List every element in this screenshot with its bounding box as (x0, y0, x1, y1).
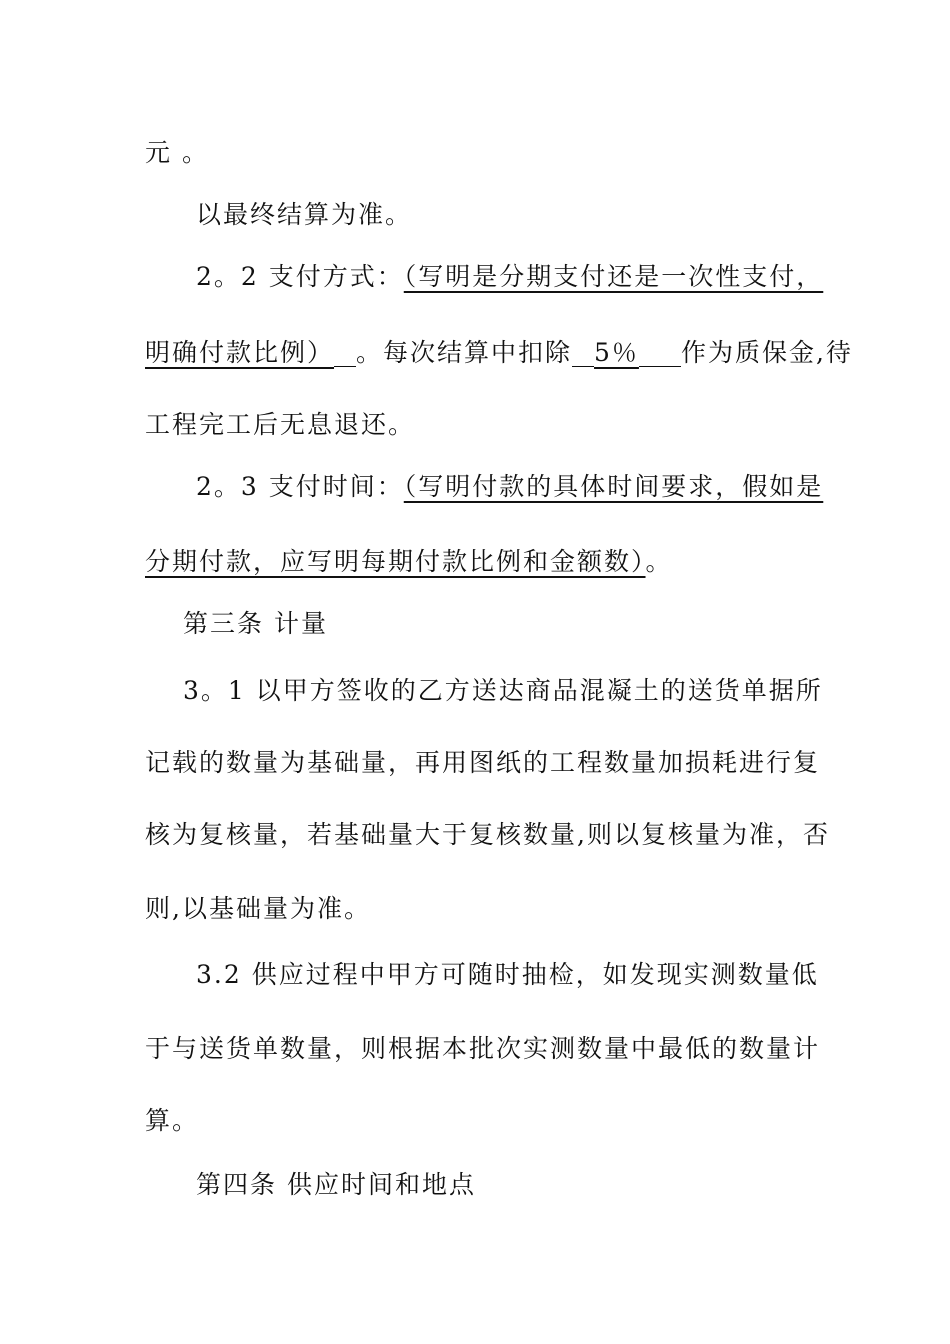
article-3-heading (183, 607, 328, 641)
article-3-title: 第三条 计量 (183, 609, 328, 638)
deduct-text: 。每次结算中扣除 (356, 338, 573, 367)
clause-3-1-text-cont: 核为复核量，若基础量大于复核数量,则以复核量为准，否 (145, 820, 830, 849)
blank-underline (572, 336, 594, 367)
clause-3-1-text: 3。1 以甲方签收的乙方送达商品混凝土的送货单据所 (183, 676, 823, 705)
clause-2-2-line (196, 260, 823, 294)
clause-3-2-text: 3.2 供应过程中甲方可随时抽检，如发现实测数量低 (196, 960, 819, 989)
payment-time-fill-in: （写明付款的具体时间要求，假如是 (403, 472, 824, 501)
text-line (196, 198, 412, 232)
retention-text: 作为质保金,待 (680, 338, 853, 367)
clause-2-3-label: 2。3 支付时间： (196, 472, 404, 501)
blank-underline (639, 336, 681, 367)
refund-text: 工程完工后无息退还。 (145, 410, 416, 439)
text-yuan: 元 。 (145, 138, 209, 167)
article-4-title: 第四条 供应时间和地点 (196, 1170, 476, 1199)
clause-2-3-line (196, 470, 823, 504)
period-mark: 。 (645, 547, 673, 576)
text-line (145, 892, 371, 926)
text-line (145, 136, 209, 170)
clause-3-2-text-cont: 于与送货单数量，则根据本批次实测数量中最低的数量计 (145, 1034, 821, 1063)
text-line (145, 336, 853, 370)
blank-underline (334, 336, 356, 367)
text-line (145, 408, 415, 442)
clause-3-1-line (183, 674, 823, 708)
clause-2-2-label: 2。2 支付方式： (196, 262, 404, 291)
retention-percent-value: 5％ (594, 338, 639, 367)
clause-3-2-text-end: 算。 (145, 1106, 200, 1135)
text-line (145, 746, 820, 780)
clause-3-2-line (196, 958, 819, 992)
clause-3-1-text-cont: 记载的数量为基础量，再用图纸的工程数量加损耗进行复 (145, 748, 821, 777)
text-line (145, 1104, 199, 1138)
article-4-heading (196, 1168, 476, 1202)
text-line (145, 818, 830, 852)
payment-ratio-fill-in: 明确付款比例） (145, 338, 335, 367)
text-final-settlement: 以最终结算为准。 (196, 200, 413, 229)
text-line (145, 545, 673, 579)
text-line (145, 1032, 820, 1066)
payment-method-fill-in: （写明是分期支付还是一次性支付， (403, 262, 824, 291)
clause-3-1-text-end: 则,以基础量为准。 (145, 894, 371, 923)
installment-fill-in: 分期付款，应写明每期付款比例和金额数） (145, 547, 646, 576)
